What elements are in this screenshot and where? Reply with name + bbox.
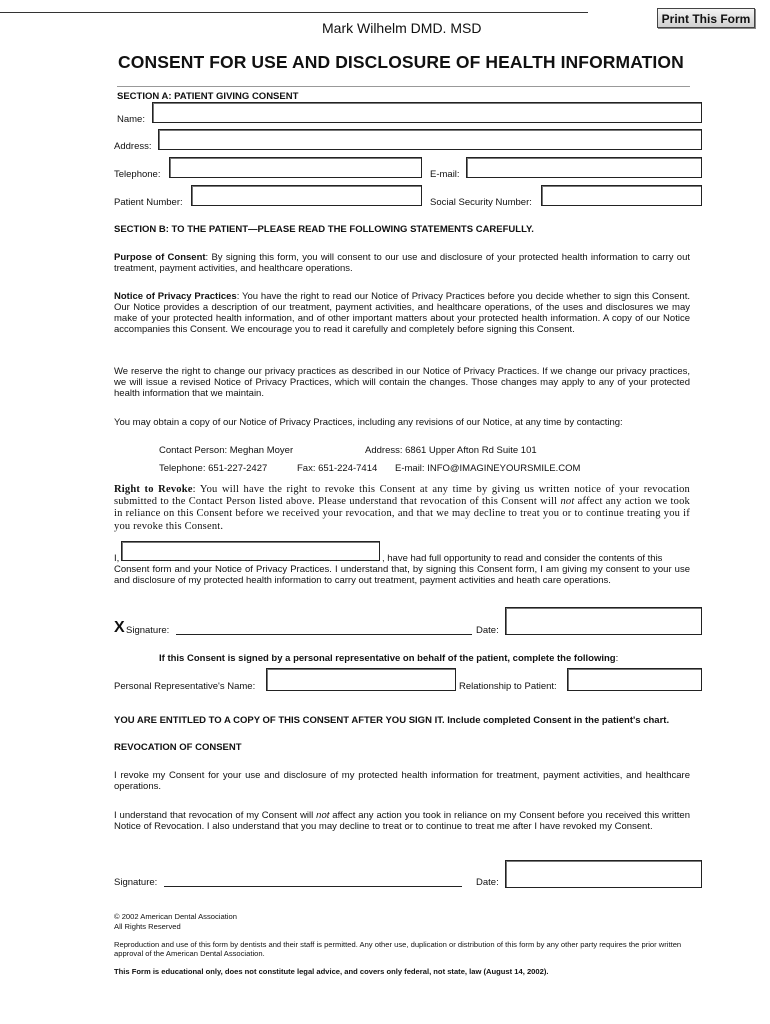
revocation-text-2a: I understand that revocation of my Consent will	[114, 810, 317, 821]
purpose-title: Purpose of Consent	[114, 252, 206, 263]
rep-name-label: Personal Representative's Name:	[114, 681, 256, 692]
revocation-text-2b: affect any action you took in reliance on my Consent before you received this written Notice of Revocation. I also understand that you may decline to treat or to continue to treat me after I have revoked my Consent.	[114, 810, 690, 832]
revocation-signature-label: Signature:	[114, 877, 158, 888]
revocation-date-label: Date:	[476, 877, 499, 888]
rep-note-colon: :	[615, 653, 619, 664]
address-label: Address:	[114, 141, 152, 152]
ssn-label: Social Security Number:	[430, 197, 532, 208]
ssn-field[interactable]	[541, 185, 702, 206]
contact-telephone: Telephone: 651-227-2427	[159, 463, 268, 474]
email-label: E-mail:	[430, 169, 460, 180]
obtain-paragraph: You may obtain a copy of our Notice of Privacy Practices, including any revisions of our Notice, at any time by contacting:	[114, 417, 623, 428]
contact-email[interactable]: E-mail: INFO@IMAGINEYOURSMILE.COM	[395, 463, 581, 474]
section-a-heading: SECTION A: PATIENT GIVING CONSENT	[117, 91, 299, 102]
copyright: © 2002 American Dental Association	[114, 912, 237, 921]
notice-paragraph	[114, 291, 690, 335]
name-label: Name:	[117, 114, 145, 125]
contact-person: Contact Person: Meghan Moyer	[159, 445, 294, 456]
revoke-paragraph	[114, 484, 690, 533]
doctor-name: Mark Wilhelm DMD. MSD	[322, 20, 482, 36]
notice-text: : You have the right to read our Notice of Privacy Practices before you decide whether to sign this Consent. Our Notice provides a description of our treatment, payment activities, and healthcare operations, of the uses and disclosures we may make of your protected health information, and of other important matters about your protected health information. A copy of our Notice accompanies this Consent. We encourage you to read it carefully and completely before signing this Consent.	[114, 291, 690, 335]
reserve-paragraph: We reserve the right to change our privacy practices as described in our Notice of Privacy Practices. If we change our privacy practices, we will issue a revised Notice of Privacy Practices, which will contain the changes. Those changes may apply to any of your protected health information that we maintain.	[114, 366, 690, 399]
rep-note	[159, 653, 618, 664]
purpose-paragraph	[114, 252, 690, 274]
patient-number-field[interactable]	[191, 185, 422, 206]
purpose-text: : By signing this form, you will consent to our use and disclosure of your protected health information to carry out treatment, payment activities, and healthcare operations.	[114, 252, 690, 274]
revoke-title: Right to Revoke	[114, 484, 193, 495]
revoke-not: not	[560, 496, 575, 508]
revocation-signature-line[interactable]	[164, 874, 462, 887]
rep-note-text: If this Consent is signed by a personal representative on behalf of the patient, complete the following	[159, 653, 616, 664]
section-b-heading: SECTION B: TO THE PATIENT—PLEASE READ THE FOLLOWING STATEMENTS CAREFULLY.	[114, 224, 534, 235]
i-label: I,	[114, 553, 120, 564]
print-form-button[interactable]: Print This Form	[657, 8, 755, 28]
revoke-text-2: affect any action we took in reliance on this Consent before we received your revocation, and that we may decline to treat you or to continue treating you if you revoke this Consent.	[114, 496, 690, 532]
disclaimer: This Form is educational only, does not constitute legal advice, and covers only federal, not state, law (August 14, 2002).	[114, 967, 549, 976]
revocation-heading: REVOCATION OF CONSENT	[114, 742, 242, 753]
relationship-field[interactable]	[567, 668, 702, 691]
patient-number-label: Patient Number:	[114, 197, 183, 208]
entitled-notice: YOU ARE ENTITLED TO A COPY OF THIS CONSENT AFTER YOU SIGN IT. Include completed Consent in the patient's chart.	[114, 715, 670, 726]
signature-label: Signature:	[126, 625, 170, 636]
name-field[interactable]	[152, 102, 702, 123]
revoke-text-1: : You will have the right to revoke this Consent at any time by giving us written notice of your revocation submitted to the Contact Person listed above. Please understand that revocation of this Consent will	[114, 484, 691, 508]
revocation-date-field[interactable]	[505, 860, 702, 888]
telephone-label: Telephone:	[114, 169, 161, 180]
rights-reserved: All Rights Reserved	[114, 922, 181, 931]
notice-title: Notice of Privacy Practices	[114, 291, 237, 302]
top-rule	[0, 12, 588, 13]
contact-address: Address: 6861 Upper Afton Rd Suite 101	[365, 445, 537, 456]
contact-fax: Fax: 651-224-7414	[297, 463, 378, 474]
rep-name-field[interactable]	[266, 668, 456, 691]
telephone-field[interactable]	[169, 157, 422, 178]
revocation-paragraph-1: I revoke my Consent for your use and disclosure of my protected health information for treatment, payment activities, and healthcare operations.	[114, 770, 690, 792]
i-text-1: , have had full opportunity to read and consider the contents of this	[382, 553, 663, 564]
signature-line[interactable]	[176, 622, 472, 635]
address-field[interactable]	[158, 129, 702, 150]
reproduction-notice: Reproduction and use of this form by dentists and their staff is permitted. Any other use, duplication or distribution of this form by any other party requires the prior written approval of the American Dental Association.	[114, 940, 682, 958]
date-label: Date:	[476, 625, 499, 636]
email-field[interactable]	[466, 157, 702, 178]
revocation-paragraph-2	[114, 810, 690, 832]
title-divider	[117, 86, 690, 87]
i-text-2: Consent form and your Notice of Privacy Practices. I understand that, by signing this Consent form, I am giving my consent to your use and disclosure of my protected health information to carry out treatment, payment activities and heath care operations.	[114, 564, 690, 586]
revocation-not: not	[316, 810, 330, 821]
page-title: CONSENT FOR USE AND DISCLOSURE OF HEALTH INFORMATION	[118, 52, 684, 72]
date-field[interactable]	[505, 607, 702, 635]
patient-name-consent-field[interactable]	[121, 541, 380, 561]
relationship-label: Relationship to Patient:	[459, 681, 557, 692]
x-mark: X	[114, 619, 125, 636]
